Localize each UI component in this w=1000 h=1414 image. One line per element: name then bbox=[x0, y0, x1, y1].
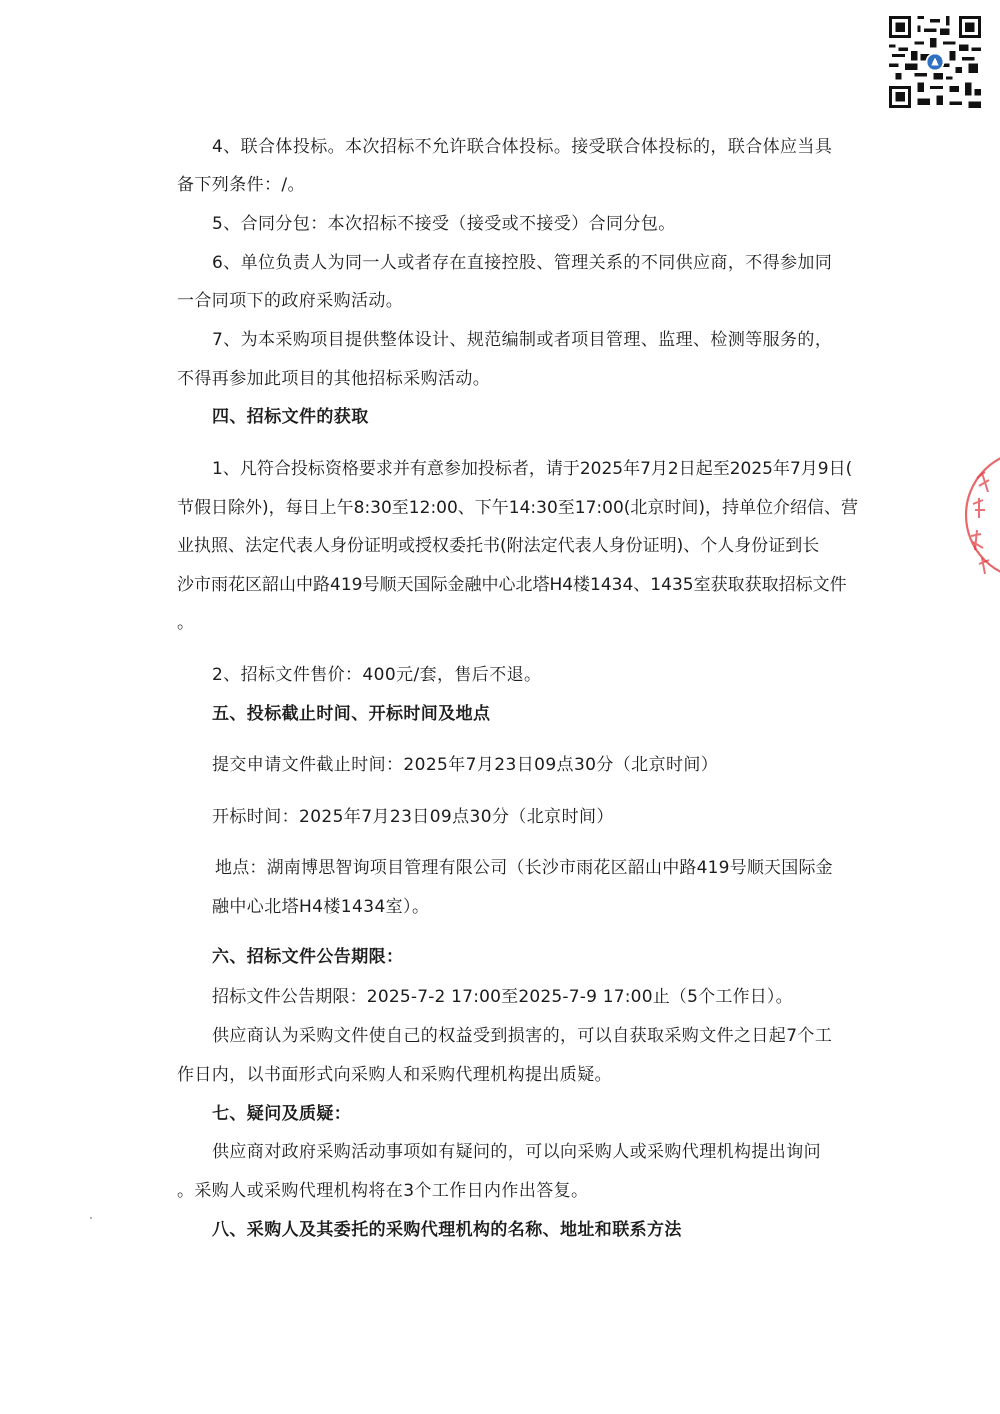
text-line-26: 。采购人或采购代理机构将在3个工作日内作出答复。 bbox=[177, 1181, 589, 1201]
text-line-21: 招标文件公告期限：2025-7-2 17:00至2025-7-9 17:00止（5个工作日）。 bbox=[212, 987, 793, 1007]
text-line-22: 供应商认为采购文件使自己的权益受到损害的，可以自获取采购文件之日起7个工 bbox=[212, 1026, 833, 1046]
section-heading-5: 五、投标截止时间、开标时间及地点 bbox=[212, 704, 491, 724]
text-line-2: 备下列条件：/。 bbox=[177, 175, 305, 195]
text-line-11: 业执照、法定代表人身份证明或授权委托书(附法定代表人身份证明)、个人身份证到长 bbox=[177, 536, 820, 556]
official-seal-icon bbox=[955, 440, 1000, 590]
qr-code-icon bbox=[889, 16, 981, 108]
text-line-10: 节假日除外)，每日上午8:30至12:00、下午14:30至17:00(北京时间)，持单位介绍信、营 bbox=[177, 498, 859, 518]
text-line-16: 提交申请文件截止时间：2025年7月23日09点30分（北京时间） bbox=[212, 755, 719, 775]
text-line-23: 作日内，以书面形式向采购人和采购代理机构提出质疑。 bbox=[177, 1065, 612, 1085]
text-line-4: 6、单位负责人为同一人或者存在直接控股、管理关系的不同供应商，不得参加同 bbox=[212, 253, 833, 273]
text-line-7: 不得再参加此项目的其他招标采购活动。 bbox=[177, 369, 491, 389]
text-line-3: 5、合同分包：本次招标不接受（接受或不接受）合同分包。 bbox=[212, 214, 676, 234]
section-heading-8: 八、采购人及其委托的采购代理机构的名称、地址和联系方法 bbox=[212, 1220, 682, 1240]
text-line-17: 开标时间：2025年7月23日09点30分（北京时间） bbox=[212, 807, 614, 827]
text-line-9: 1、凡符合投标资格要求并有意参加投标者，请于2025年7月2日起至2025年7月9日( bbox=[212, 459, 853, 479]
text-line-6: 7、为本采购项目提供整体设计、规范编制或者项目管理、监理、检测等服务的， bbox=[212, 330, 833, 350]
text-line-13: 。 bbox=[177, 613, 195, 633]
text-line-18: 地点：湖南博思智询项目管理有限公司（长沙市雨花区韶山中路419号顺天国际金 bbox=[215, 858, 833, 878]
text-line-19: 融中心北塔H4楼1434室）。 bbox=[212, 897, 430, 917]
text-line-12: 沙市雨花区韶山中路419号顺天国际金融中心北塔H4楼1434、1435室获取获取招标文件 bbox=[177, 575, 847, 595]
section-heading-6: 六、招标文件公告期限： bbox=[212, 947, 404, 967]
text-line-5: 一合同项下的政府采购活动。 bbox=[177, 291, 404, 311]
text-line-1: 4、联合体投标。本次招标不允许联合体投标。接受联合体投标的，联合体应当具 bbox=[212, 137, 833, 157]
section-heading-7: 七、疑问及质疑： bbox=[212, 1104, 352, 1124]
section-heading-4: 四、招标文件的获取 bbox=[212, 407, 369, 427]
text-line-14: 2、招标文件售价：400元/套，售后不退。 bbox=[212, 665, 542, 685]
text-line-25: 供应商对政府采购活动事项如有疑问的，可以向采购人或采购代理机构提出询问 bbox=[212, 1142, 821, 1162]
scan-speck bbox=[90, 1217, 92, 1219]
